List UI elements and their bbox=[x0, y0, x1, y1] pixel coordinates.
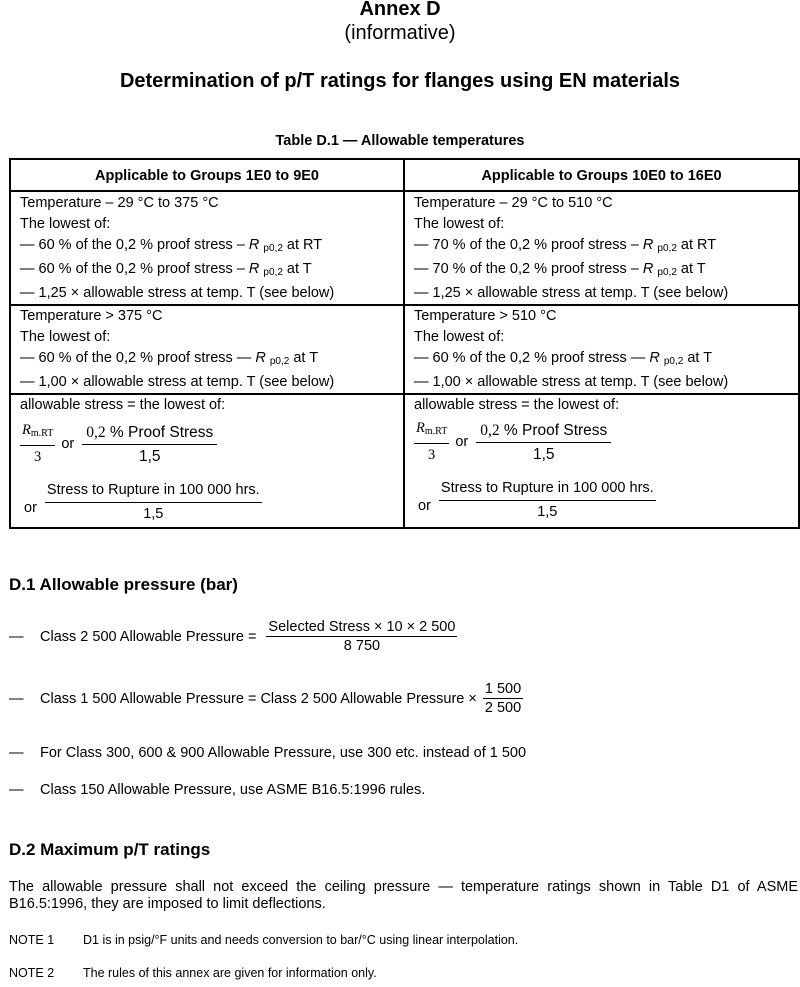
list-item-text: Class 150 Allowable Pressure, use ASME B16.5:1996 rules. bbox=[40, 782, 426, 798]
or-label: or bbox=[61, 435, 75, 452]
or-label: or bbox=[24, 500, 37, 516]
text-line: — 1,00 × allowable stress at temp. T (see below) bbox=[414, 374, 729, 390]
fraction-rm-over-3: $\frac{R_{m.RT}}{3}$ bbox=[22, 422, 54, 465]
list-item bbox=[9, 745, 526, 761]
text-line: allowable stress = the lowest of: bbox=[20, 397, 226, 413]
note-label: NOTE 2 bbox=[9, 966, 55, 980]
text-line: The lowest of: bbox=[20, 216, 111, 232]
fraction-stress-to-rupture: $\frac{\text{Stress to Rupture in 100 000 hrs.}}{1,5}$ bbox=[440, 480, 654, 520]
fraction-proof-stress: $\frac{\text{0,2 \% Proof Stress}}{1,5}$ bbox=[82, 422, 217, 467]
text-line: — 60 % of the 0,2 % proof stress – R $_{p0,2}$ at RT bbox=[20, 237, 323, 254]
fraction-1500-over-2500: $\frac{1 500}{2 500}$ bbox=[484, 681, 522, 716]
allowable-temperatures-table bbox=[9, 158, 800, 529]
text-line: The lowest of: bbox=[20, 329, 111, 345]
formula-line bbox=[20, 480, 403, 525]
fraction-stress-to-rupture: $\frac{\text{Stress to Rupture in 100 000 hrs.}}{1,5}$ bbox=[46, 482, 260, 522]
page-title: Determination of p/T ratings for flanges using EN materials bbox=[119, 70, 681, 92]
fraction-rm-over-3: $\frac{R_{m.RT}}{3}$ bbox=[416, 420, 448, 463]
list-item-text: For Class 300, 600 & 900 Allowable Pressure, use 300 etc. instead of 1 500 bbox=[40, 745, 527, 761]
cell-col2-row1 bbox=[404, 191, 799, 305]
formula-line bbox=[414, 418, 798, 466]
formula-line bbox=[20, 420, 403, 468]
annex-type: (informative) bbox=[344, 22, 456, 44]
text-line: allowable stress = the lowest of: bbox=[414, 397, 620, 413]
paragraph: The allowable pressure shall not exceed the ceiling pressure — temperature ratings shown in Table D1 of ASME B16.5:1996, they are imposed to limit deflections. bbox=[9, 879, 798, 912]
or-label: or bbox=[418, 498, 431, 514]
text-line: Temperature – 29 °C to 375 °C bbox=[20, 195, 219, 211]
text-line: — 60 % of the 0,2 % proof stress – R $_{p0,2}$ at T bbox=[20, 261, 312, 278]
dash: — bbox=[9, 690, 24, 707]
list-item bbox=[9, 681, 523, 716]
column-header-groups-1e0-9e0: Applicable to Groups 1E0 to 9E0 bbox=[10, 159, 404, 191]
text-line: The lowest of: bbox=[414, 329, 505, 345]
cell-col1-row2 bbox=[10, 305, 404, 394]
note-text: The rules of this annex are given for information only. bbox=[83, 966, 377, 980]
text-line: — 1,25 × allowable stress at temp. T (see below) bbox=[20, 285, 335, 301]
list-item bbox=[9, 782, 425, 798]
text-line: Temperature > 375 °C bbox=[20, 308, 163, 324]
note-2 bbox=[9, 966, 377, 980]
text-line: — 1,25 × allowable stress at temp. T (see below) bbox=[414, 285, 729, 301]
note-label: NOTE 1 bbox=[9, 933, 55, 947]
text-line: — 60 % of the 0,2 % proof stress — R $_{p0,2}$ at T bbox=[20, 350, 319, 367]
fraction-proof-stress: $\frac{\text{0,2 \% Proof Stress}}{1,5}$ bbox=[476, 420, 611, 465]
section-heading-d1: D.1 Allowable pressure (bar) bbox=[9, 575, 238, 594]
text-line: — 70 % of the 0,2 % proof stress – R $_{p0,2}$ at T bbox=[414, 261, 706, 278]
text-line: Temperature – 29 °C to 510 °C bbox=[414, 195, 613, 211]
text-line: — 70 % of the 0,2 % proof stress – R $_{p0,2}$ at RT bbox=[414, 237, 717, 254]
text-line: Temperature > 510 °C bbox=[414, 308, 557, 324]
text-line: — 1,00 × allowable stress at temp. T (see below) bbox=[20, 374, 335, 390]
section-heading-d2: D.2 Maximum p/T ratings bbox=[9, 840, 211, 859]
formula-line bbox=[414, 478, 798, 523]
fraction-class-2500: $\frac{\text{Selected Stress × 10 × 2 500}}{8 750}$ bbox=[268, 619, 456, 654]
text-line: — 60 % of the 0,2 % proof stress — R $_{p0,2}$ at T bbox=[414, 350, 713, 367]
list-item-text: Class 2 500 Allowable Pressure = bbox=[40, 628, 257, 645]
cell-col1-row1 bbox=[10, 191, 404, 305]
text-line: The lowest of: bbox=[414, 216, 505, 232]
dash: — bbox=[9, 628, 24, 645]
or-label: or bbox=[455, 433, 469, 450]
note-text: D1 is in psig/°F units and needs conversion to bar/°C using linear interpolation. bbox=[83, 933, 519, 947]
dash: — bbox=[9, 745, 24, 761]
column-header-groups-10e0-16e0: Applicable to Groups 10E0 to 16E0 bbox=[404, 159, 799, 191]
dash: — bbox=[9, 782, 24, 798]
list-item bbox=[9, 619, 457, 654]
table-caption: Table D.1 — Allowable temperatures bbox=[275, 133, 525, 149]
list-item-text: Class 1 500 Allowable Pressure = Class 2 500 Allowable Pressure × bbox=[40, 690, 477, 707]
annex-title: Annex D bbox=[359, 0, 441, 20]
cell-col2-row3 bbox=[404, 394, 799, 528]
cell-col1-row3 bbox=[10, 394, 404, 528]
note-1 bbox=[9, 933, 518, 947]
cell-col2-row2 bbox=[404, 305, 799, 394]
